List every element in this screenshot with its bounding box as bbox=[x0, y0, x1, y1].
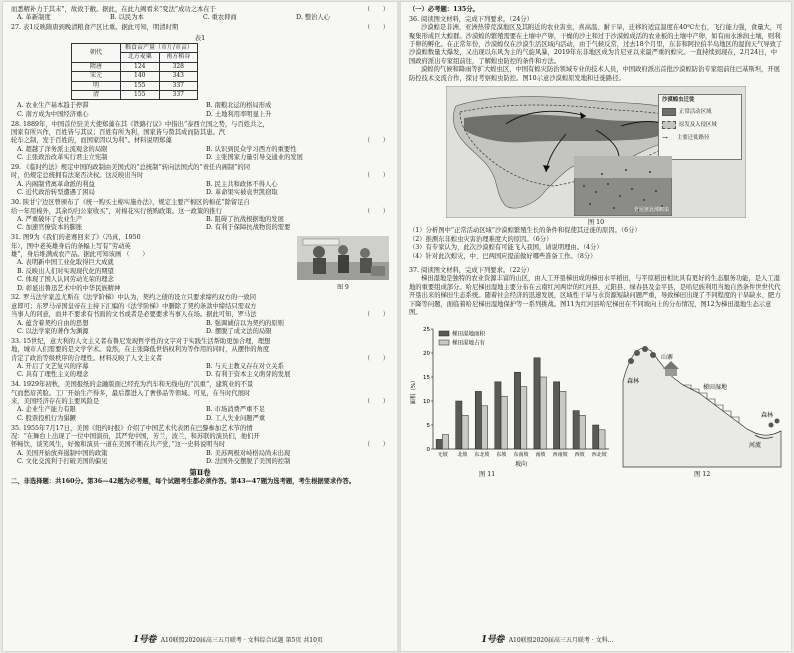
q28-line: 28. 1889年，中国首位驻美大使郑藻在其《铁路行议》中指出“泰西立国之势，与百姓共之， bbox=[11, 120, 269, 128]
locust-photo bbox=[574, 156, 672, 216]
option-c: C. 文化交流利于打破美国的偏见 bbox=[17, 458, 108, 466]
right-footer bbox=[481, 632, 613, 645]
option-d: D. 彰显出鲁迅艺术中的中华民族精神 bbox=[17, 284, 121, 292]
arrow-icon: → bbox=[662, 133, 668, 142]
q28-options bbox=[11, 146, 389, 163]
legend-label: 梯田湿地面积 bbox=[452, 331, 486, 338]
q36-passage-2: 漠蝗的气候和降雨等扩大蝗虫区，中国有蝗灾防治领域专业的技术人员，中国政府派出首批沙漠蝗防治专家组前往巴基斯坦，开展防控技术交流合作，探讨考察蝗虫防控。图10示意沙漠蝗原发地和迁徙路径。 bbox=[409, 66, 780, 82]
option-c: C. 股票投机行为猖獗 bbox=[17, 414, 76, 422]
bar-area bbox=[456, 401, 462, 449]
q31-line: 年），图中老英雄身后的条幅上写有“劳动英 bbox=[11, 242, 131, 250]
option-d: D. 整治人心 bbox=[296, 14, 331, 22]
option-a: A. 超越了洋务派主流观念的局限 bbox=[17, 145, 108, 153]
option-c: C. 加速官僚资本的膨胀 bbox=[17, 224, 83, 232]
y-tick-label: 0 bbox=[426, 446, 430, 453]
option-b: B. 以民为本 bbox=[110, 14, 144, 22]
option-b: B. 市场消费严重不足 bbox=[206, 406, 266, 414]
q29-line: 29. 《临时约法》规定中国的政制由美国式的“总统制”转向法国式的“责任内阁制”的同 bbox=[11, 164, 250, 172]
q33-line: 33. 15世纪，意大利的人文主义者布鲁尼发现哲学性的文字对于实践生活帮助更加合理，理想 bbox=[11, 337, 271, 345]
q35-line: 况：“在舞台上出现了一位中国演员，其严党中国，芳兰，波兰，和苏联的演员们，他们开 bbox=[11, 433, 260, 441]
q28-line: 轮车之制，发于百姓的，而国家因以为利”。材料说明郑藻 bbox=[11, 137, 172, 145]
x-tick-label: 东北坡 bbox=[474, 451, 490, 458]
option-c: C. 具有了理性主义的理念 bbox=[17, 371, 89, 379]
option-d: D. 摆脱了成文法的局限 bbox=[206, 327, 272, 335]
legend-swatch bbox=[439, 340, 449, 345]
q26-tail: 而悉精补力于其末”，故致于敝。据此，在此九阙看来“变法”成功之本在于 （ ） bbox=[11, 6, 389, 13]
q36-sub-4: （4）针对此次蝗灾，中、巴两国应提前做好哪些准备工作。（8分） bbox=[409, 252, 597, 260]
x-axis-label: 坡向 bbox=[514, 460, 528, 468]
q33-line: 肯定了政治等级秩序的合理性。材料反映了人文主义者 bbox=[11, 354, 163, 362]
bar-share bbox=[462, 415, 468, 449]
legend-item: 正常活动区域 bbox=[659, 105, 741, 118]
option-d: D. 革命果实被袁世凯窃取 bbox=[206, 189, 278, 197]
q28-line: 国家有所兴作，百姓皆与其议；百姓有所为利，国家皆与赞其成而防其患。汽 bbox=[11, 129, 226, 137]
option-b: B. 强调诚信以为契约的原则 bbox=[206, 319, 284, 327]
option-b: B. 认识到民众学习西方的重要性 bbox=[206, 145, 297, 153]
bar-share bbox=[579, 415, 585, 449]
legend-swatch bbox=[662, 108, 676, 116]
table-row: 宋元 140 343 bbox=[72, 72, 198, 81]
option-a: A. 表明新中国工业化取得巨大成就 bbox=[17, 259, 114, 267]
profile-label: 森林 bbox=[761, 411, 774, 419]
y-tick-label: 25 bbox=[423, 326, 430, 333]
q36-sub-3: （3）有专家认为，此次沙漠蝗有可能飞入我国，请说明理由。（4分） bbox=[409, 244, 603, 252]
q36-passage: 沙漠蝗是非洲、亚洲热带荒漠地区及其附近的农业害虫，喜高温、耐干旱，迁移的适宜温度在40℃左右，飞行能力强，食量大，可聚集形成巨大蝗群。沙漠蝗的繁殖需要在土壤中产卵，干燥的沙土和过于沙漠蝗成活的农业板的土壤中产卵，如有雨水渗润土壤，则利于卵的孵化。在正常年份，沙漠蝗仅在沙漠生活区域内活动，由于气候反常，过去18个月里，东非和阿拉伯半岛地区的湿润天气导致了沙漠蝗数量大爆发，又出现以东风为主的气旋风暴，2019年东非地区成为肯尼亚以来最严重的蝗灾。一直持续到现在，2月24日，中国政府派出专家组前往，了解蝗虫防控的条件和方法。 bbox=[409, 24, 783, 65]
legend-swatch bbox=[662, 121, 676, 129]
legend-item: 原发及入侵区域 bbox=[659, 118, 741, 131]
legend-label: 梯田湿地占有 bbox=[452, 340, 486, 347]
option-c: C. 重农抑商 bbox=[203, 14, 237, 22]
photo-label: 肯尼亚北部蝗虫 bbox=[633, 206, 669, 213]
x-tick-label: 南坡 bbox=[535, 451, 546, 458]
question-30: 30. 陕甘宁边区曾颁布了《统一购买土棉实施办法》，规定主要产棉区的棉花“除留足自 给一年用棉外，其余均归公家收买”，对棉花实行统购政策。这一政策的推行 （ ） A. 严重破坏了农业生产 B. 阻碍了抗战根据地的发展 C. 加速官僚资本的膨胀 D. 有利于保障抗战物资的需要 bbox=[11, 199, 389, 232]
bar-area bbox=[553, 381, 559, 448]
q36-sub-2: （2）推测东非蝗虫灾害治理难度大的原因。（6分） bbox=[409, 235, 553, 243]
profile-label: 梯田湿地 bbox=[703, 383, 728, 391]
q30-options bbox=[11, 216, 389, 233]
question-35: 35. 1955年7月17日，美国《纽约时报》介绍了中国艺术代表团在巴黎参加艺术节的情 况：“在舞台上出现了一位中国演员，其严党中国，芳兰，波兰，和苏联的演员们，他们开 怀畅饮、谈笑风生，好像和演员一道在美国不断在共产党，”这一史料说明当时 （ ） A. 美国开始放弃遏制中国的政策 B. 美苏两极对峙格局尚未出现 C. 文化交流利于打破美国的偏见 D. 法国外交摆脱了美国的控制 bbox=[11, 424, 389, 466]
left-footer bbox=[133, 632, 323, 645]
figure-10 bbox=[446, 86, 746, 218]
option-c: C. 近代政治转型遭遇了困局 bbox=[17, 189, 95, 197]
q26-options bbox=[11, 14, 389, 22]
q27-options bbox=[11, 102, 389, 119]
bar-area bbox=[495, 381, 501, 448]
y-tick-label: 10 bbox=[423, 398, 430, 405]
figure-9-caption: 图 9 bbox=[337, 283, 349, 291]
brand-logo: 1号卷 bbox=[481, 635, 504, 645]
option-a: A. 内阁制背离革命派的利益 bbox=[17, 180, 95, 188]
question-29: 29. 《临时约法》规定中国的政制由美国式的“总统制”转向法国式的“责任内阁制”的同 时，仍规定总统拥有法案否决权。这反映出当时 （ ） A. 内阁制背离革命派的利益 B. 民主共和政体不得人心 C. 近代政治转型遭遇了困局 D. 革命果实被袁世凯窃取 bbox=[11, 164, 389, 197]
option-a: A. 严重破坏了农业生产 bbox=[17, 215, 83, 223]
q31-line: 雄”，身后堆满成农产品。据此可知该画 bbox=[11, 250, 122, 258]
option-d: D. 工人失业问题严重 bbox=[206, 414, 266, 422]
footer-text: A10联盟2020届高三五月联考 · 文科综合试题 第5页 共10页 bbox=[160, 637, 323, 644]
bar-share bbox=[481, 405, 487, 448]
bar-share bbox=[540, 377, 546, 449]
option-b: B. 反映出人们对实现现代化的期望 bbox=[17, 267, 114, 275]
table-row: 清 155 337 bbox=[72, 91, 198, 100]
q36-stem: 36. 阅读图文材料，完成下列要求。（24分） bbox=[409, 15, 533, 23]
q33-options bbox=[11, 363, 389, 380]
brand-logo: 1号卷 bbox=[133, 635, 156, 645]
footer-text: A10联盟2020届高三五月联考 · 文科... bbox=[508, 637, 614, 644]
question-31: 图 9 31. 图9为《我们的老赛回来了》（冯真，1950 年），图中老英雄身后的条幅上写有“劳动英 雄”，身后堆满成农产品。据此可知该画 （ ） A. 表明新中国工业化取得巨大成就 B. 反映出人们对实现现代化的期望 C. 体现了国人认同劳动光荣的理念 D. 彰显出鲁迅艺术中的中华民族精神 bbox=[11, 234, 389, 293]
figure-12-caption: 图 12 bbox=[694, 470, 711, 478]
q30-line: 给一年用棉外，其余均归公家收买”，对棉花实行统购政策。这一政策的推行 bbox=[11, 207, 223, 215]
option-a: A. 革新制度 bbox=[17, 14, 51, 22]
bar-area bbox=[475, 391, 481, 449]
q34-line: 34. 1929年初秋，美国报纸的金融版面已经充为汽车和无线电的“沉重”，建筑业的不景 bbox=[11, 381, 254, 389]
question-28: 28. 1889年，中国首位驻美大使郑藻在其《铁路行议》中指出“泰西立国之势，与百姓共之， 国家有所兴作，百姓皆与其议；百姓有所为利，国家皆与赞其成而防其患。汽 轮车之制，发于百姓的，而国家因以为利”。材料说明郑藻 （ ） A. 超越了洋务派主流观念的局限 B. 认识到民众学习西方的重要性 C. 主张政治改革实行君主立宪制 D. 主张国家力量引导交通业的发展 bbox=[11, 120, 389, 162]
bar-area bbox=[436, 439, 442, 449]
option-d: D. 主张国家力量引导交通业的发展 bbox=[206, 154, 303, 162]
option-c: C. 体现了国人认同劳动光荣的理念 bbox=[17, 276, 114, 284]
x-tick-label: 北坡 bbox=[457, 451, 468, 458]
option-b: B. 美苏两极对峙格局尚未出现 bbox=[206, 449, 291, 457]
x-tick-label: 西南坡 bbox=[552, 451, 568, 458]
left-page bbox=[3, 2, 397, 651]
table-group-header: 粮食亩产量（市斤/市亩） bbox=[121, 44, 198, 53]
profile-label: 森林 bbox=[627, 377, 640, 385]
table-corner-label: 朝代 bbox=[72, 44, 121, 63]
option-b: B. 与天主教义存在对立关系 bbox=[206, 362, 284, 370]
profile-label: 河流 bbox=[749, 441, 762, 449]
table-col-north: 北方麦粟 bbox=[121, 53, 160, 62]
option-b: B. 民主共和政体不得人心 bbox=[206, 180, 278, 188]
option-d: D. 土地利用率明显上升 bbox=[206, 110, 272, 118]
bar-share bbox=[599, 429, 605, 448]
grain-yield-table bbox=[71, 43, 198, 100]
option-c: C. 以法学家的著作为渊源 bbox=[17, 327, 89, 335]
q35-line: 怀畅饮、谈笑风生，好像和演员一道在美国不断在共产党，”这一史料说明当时 bbox=[11, 441, 226, 449]
legend-item: → 主要迁徙路径 bbox=[662, 133, 710, 142]
q29-line: 时，仍规定总统拥有法案否决权。这反映出当时 bbox=[11, 172, 144, 180]
option-d: D. 法国外交摆脱了美国的控制 bbox=[206, 458, 291, 466]
bar-area bbox=[514, 372, 520, 449]
question-33: 33. 15世纪，意大利的人文主义者布鲁尼发现哲学性的文字对于实践生活帮助更加合理，理想 地，城市人们需要的是文学学术。竟然，在主张降低世俗权利为等作用的同时，从摆作的角度 肯定了政治等级秩序的合理性。材料反映了人文主义者 （ ） A. 开启了文艺复兴的序幕 B. 与天主教义存在对立关系 C. 具有了理性主义的理念 D. 有利于资本主义萌芽的发展 bbox=[11, 337, 389, 379]
q32-line: 32. 罗马法学家盖尤斯在《法学阶梯》中认为，契约之债的设立只要求缔约双方的一致同 bbox=[11, 294, 257, 302]
q32-line: 当事人的同意，而并不要求有书面的文书或者是必要要求当事人在场。据此可知，罗马法 bbox=[11, 311, 257, 319]
profile-label: 山寨 bbox=[661, 353, 674, 361]
q35-line: 35. 1955年7月17日，美国《纽约时报》介绍了中国艺术代表团在巴黎参加艺术节的情 bbox=[11, 424, 253, 432]
figure-9 bbox=[297, 236, 389, 291]
bar-share bbox=[442, 434, 448, 448]
q30-line: 30. 陕甘宁边区曾颁布了《统一购买土棉实施办法》，规定主要产棉区的棉花“除留足自 bbox=[11, 199, 250, 207]
legend-title: 沙漠蝗虫迁徙 bbox=[662, 97, 695, 104]
question-27: 27. 表1反映隋唐到晚清粮食产区比重。据此可知，明清时期 （ ） 表1 朝代 粮食亩产量（市斤/市亩） 北方麦粟 南方稻谷 隋唐 124 328 宋元 140 343 明 155 337 清 155 337 A. 农业生产基本趋于停滞 B. 南粮北运的格局形成 C. 南方成为中国经济重心 D. 土地利用率明显上升 bbox=[11, 24, 389, 118]
option-a: A. 开启了文艺复兴的序幕 bbox=[17, 362, 89, 370]
table-row: 明 155 337 bbox=[72, 81, 198, 90]
bar-share bbox=[521, 386, 527, 448]
x-tick-label: 东南坡 bbox=[513, 451, 529, 458]
option-a: A. 蕴含着契约自由的思想 bbox=[17, 319, 89, 327]
q33-line: 地，城市人们需要的是文学学术。竟然，在主张降低世俗权利为等作用的同时，从摆作的角度 bbox=[11, 346, 270, 354]
part-2-title: 第Ⅱ卷 bbox=[189, 467, 211, 477]
y-axis-label: 面积（%） bbox=[411, 376, 417, 405]
figure-12-terrace-profile bbox=[621, 321, 783, 471]
option-c: C. 主张政治改革实行君主立宪制 bbox=[17, 154, 108, 162]
option-d: D. 有利于保障抗战物资的需要 bbox=[206, 224, 291, 232]
option-a: A. 美国开始放弃遏制中国的政策 bbox=[17, 449, 108, 457]
x-tick-label: 西坡 bbox=[574, 451, 585, 458]
option-b: B. 南粮北运的格局形成 bbox=[206, 102, 272, 110]
right-column bbox=[409, 6, 783, 481]
required-section-title: （一）必考题：135分。 bbox=[409, 6, 479, 13]
legend-swatch bbox=[439, 331, 449, 336]
bar-area bbox=[593, 425, 599, 449]
bar-share bbox=[560, 391, 566, 449]
bar-area bbox=[573, 410, 579, 448]
q34-options bbox=[11, 406, 389, 423]
question-32: 32. 罗马法学家盖尤斯在《法学阶梯》中认为，契约之债的设立只要求缔约双方的一致同 意即可；东罗马帝国皇帝在主持下汇编的《法学阶梯》中删除了契约条款中缔结只需双方 当事人的同意，而并不要求有书面的文书或者是必要要求当事人在场。据此可知，罗马法 （ ） A. 蕴含着契约自由的思想 B. 强调诚信以为契约的原则 C. 以法学家的著作为渊源 D. 摆脱了成文法的局限 bbox=[11, 294, 389, 335]
bar-share bbox=[501, 396, 507, 449]
x-tick-label: 无坡 bbox=[437, 451, 448, 458]
figure-11-bar-chart bbox=[409, 321, 614, 471]
figure-11-caption: 图 11 bbox=[479, 470, 496, 478]
map-legend bbox=[658, 94, 742, 160]
x-tick-label: 西北坡 bbox=[591, 451, 607, 458]
q31-line: 31. 图9为《我们的老赛回来了》（冯真，1950 bbox=[11, 234, 141, 242]
q32-line: 意即可；东罗马帝国皇帝在主持下汇编的《法学阶梯》中删除了契约条款中缔结只需双方 bbox=[11, 302, 257, 310]
table-1-title: 表1 bbox=[194, 33, 206, 42]
q37-figures bbox=[409, 321, 783, 481]
exam-sheet bbox=[3, 2, 791, 651]
q37-stem: 37. 阅读图文材料，完成下列要求。（22分） bbox=[409, 267, 533, 275]
option-b: B. 阻碍了抗战根据地的发展 bbox=[206, 215, 284, 223]
q36-sub-1: （1）分析图中“正常活动区域”沙漠蝗繁殖生长的条件和促使其迁徙的原因。（6分） bbox=[409, 227, 641, 235]
q27-stem: 27. 表1反映隋唐到晚清粮食产区比重。据此可知，明清时期 bbox=[11, 24, 179, 32]
q32-options bbox=[11, 320, 389, 337]
bar-area bbox=[534, 357, 540, 448]
q35-options bbox=[11, 450, 389, 467]
option-a: A. 企业生产能力有限 bbox=[17, 406, 76, 414]
q34-line: 来，美国经济存在的主要风险是 bbox=[11, 398, 100, 405]
q29-options bbox=[11, 181, 389, 198]
figure-10-caption: 图 10 bbox=[587, 219, 605, 227]
table-col-south: 南方稻谷 bbox=[159, 53, 198, 62]
option-d: D. 有利于资本主义萌芽的发展 bbox=[206, 371, 291, 379]
y-tick-label: 20 bbox=[423, 350, 430, 357]
q37-passage: 梯田湿地是独特的农业资源丰富的山区，由人工开垦梯田成的梯田水平稻田，与平原稻田相比具有更好的生态服务功能，是人工湿地的重要组成部分。哈尼梯田湿地主要分布在云南红河两岸的红河县、元阳县、绿春县及金平县，是哈尼族利用当地自然条件世世代代开垦出来的梯田生态系统。随着社会经济的迅速发展，区域性干旱与水资源短缺问题严重，导致梯田出现了不同程度的干旱缺水、肥力下降等问题，面临着哈尼梯田湿地保护等一系列挑战。图11为红河县哈尼梯田在不同坡向上的分布情况，图12为梯田湿地生态示意图。 bbox=[409, 275, 781, 317]
y-tick-label: 15 bbox=[423, 374, 430, 381]
table-row: 隋唐 124 328 bbox=[72, 62, 198, 71]
right-page bbox=[401, 2, 791, 651]
left-column bbox=[11, 6, 389, 486]
figure-9-painting bbox=[297, 236, 389, 280]
option-a: A. 农业生产基本趋于停滞 bbox=[17, 102, 89, 110]
q34-line: 气而愁眉苦脸。工厂开始生产得多，最后都进入了奢侈品等领域。可见，在当时代展时 bbox=[11, 389, 251, 397]
option-c: C. 南方成为中国经济重心 bbox=[17, 110, 89, 118]
question-34: 34. 1929年初秋，美国报纸的金融版面已经充为汽车和无线电的“沉重”，建筑业的不景 气而愁眉苦脸。工厂开始生产得多，最后都进入了奢侈品等领域。可见，在当时代展时 来，美国经济存在的主要风险是 （ ） A. 企业生产能力有限 B. 市场消费严重不足 C. 股票投机行为猖獗 D. 工人失业问题严重 bbox=[11, 381, 389, 422]
x-tick-label: 东坡 bbox=[496, 451, 507, 458]
part-2-instructions: 二、非选择题：共160分。第36—42题为必考题，每个试题考生都必须作答。第43—47题为选考题，考生根据要求作答。 bbox=[11, 478, 356, 486]
y-tick-label: 5 bbox=[426, 422, 430, 429]
